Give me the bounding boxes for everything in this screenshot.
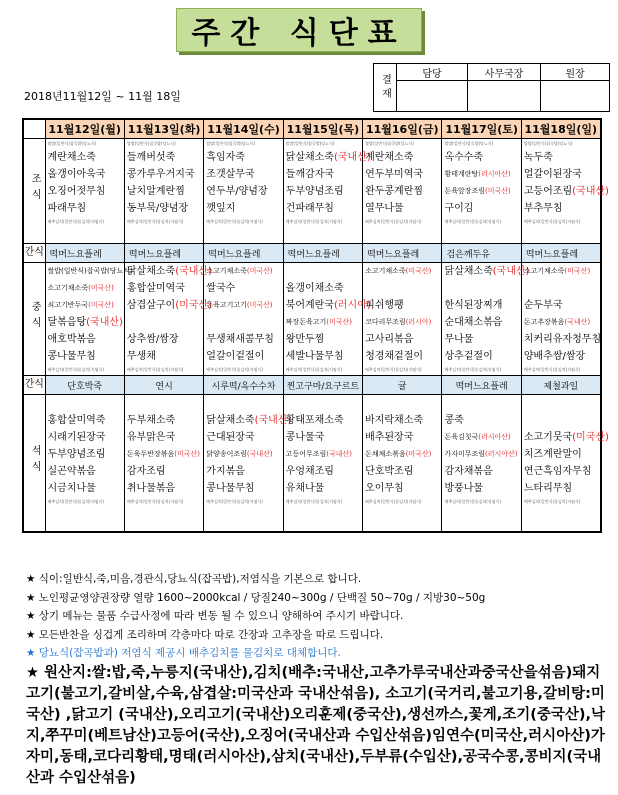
snack-cell: 검은깨두유 (442, 244, 521, 263)
menu-item: 콩죽 (444, 415, 464, 426)
menu-item (524, 280, 600, 297)
menu-item: 파래무침 (47, 203, 87, 214)
menu-item: 북어계란국(러시아) (285, 300, 371, 311)
menu-item: 근대된장국 (206, 432, 255, 443)
menu-item: 돈육두반장볶음(미국산) (126, 450, 200, 458)
menu-note: 배추김치(일반식)물김치(저염식) (126, 367, 184, 372)
menu-note: 배추김치(일반식)물김치(저염식) (444, 367, 501, 372)
menu-item (444, 280, 520, 297)
menu-item: 상추쌈/쌈장 (126, 334, 179, 345)
menu-item: 닭양송이조림(국내산) (206, 450, 273, 458)
menu-item: 한식된장찌개 (444, 300, 503, 311)
approval-col-staff: 담당 (397, 64, 468, 81)
menu-item: 쌀국수 (206, 283, 236, 294)
menu-item (444, 395, 520, 412)
menu-item: 돈육앞장조림(미국산) (444, 187, 511, 195)
menu-note: 배추김치(일반식)물김치(저염식) (206, 499, 263, 504)
menu-note: 배추김치(일반식)물김치(저염식) (126, 499, 184, 504)
menu-item: 청경채겉절이 (365, 351, 424, 362)
menu-item: 고등어조림(국내산) (523, 186, 609, 197)
origin-tag: (미국산) (405, 267, 432, 275)
origin-tag: (국내산) (246, 450, 273, 458)
menu-note: 배추김치(일반식)물김치(저염식) (47, 499, 104, 504)
menu-item (365, 395, 441, 412)
menu-item: 올갱이채소죽 (285, 283, 344, 294)
breakfast-label: 조식 (23, 139, 45, 244)
origin-tag: (미국산) (485, 187, 511, 195)
menu-item: 유부맑은국 (126, 432, 176, 443)
origin-tag: (러시아산) (478, 433, 511, 441)
menu-item: 취나물볶음 (126, 483, 176, 494)
snack-cell: 떡머느요플레 (45, 244, 124, 263)
day-header[interactable]: 11월15일(목) (283, 119, 362, 139)
snack-cell: 귤 (363, 376, 442, 395)
note-line: ★ 노인평균영양권장량 열량 1600~2000kcal / 당질240~300g / 단백질 50~70g / 지방30~50g (26, 591, 486, 604)
snack-am-label: 간식 (23, 244, 45, 263)
origin-tag: (국내산) (572, 186, 609, 197)
menu-item: 시금치나물 (47, 483, 96, 494)
menu-item: 돈고추장볶음(국내산) (523, 318, 591, 326)
menu-note: 쌀밥(일반식)잡곡밥(당뇨식) (126, 141, 176, 146)
menu-item: 두부양념조림 (47, 449, 106, 460)
menu-item: 건파래무침 (285, 203, 334, 214)
date-range: 2018년11월12일 ~ 11월 18일 (24, 90, 181, 103)
menu-item: 무생채새콤무침 (206, 334, 274, 345)
menu-item: 녹두죽 (523, 152, 553, 163)
origin-tag: (미국산) (246, 301, 273, 309)
menu-note: 배추김치(일반식)물김치(저염식) (365, 499, 422, 504)
menu-item: 소고기채소죽(미국산) (365, 267, 432, 275)
origin-tag: (국내산) (175, 266, 212, 277)
origin-tag: (미국산) (564, 267, 591, 275)
menu-item: 황태계란탕(러시아산) (444, 170, 511, 178)
menu-cell (124, 395, 203, 533)
menu-item: 깻잎지 (206, 203, 236, 214)
approval-side-label: 결재 (374, 64, 397, 112)
menu-item: 무생채 (126, 351, 156, 362)
menu-item: 가자미무조림(러시아산) (444, 450, 518, 458)
menu-item: 무나물 (444, 334, 474, 345)
origin-tag: (국내산) (326, 450, 352, 458)
day-header[interactable]: 11월14일(수) (204, 119, 283, 139)
origin-tag: (러시아산) (485, 450, 518, 458)
menu-item: 닭살채소죽(국내산) (126, 266, 212, 277)
menu-item: 돈채채소볶음(미국산) (365, 450, 432, 458)
day-header-row (23, 119, 601, 139)
note-line: ★ 상기 메뉴는 물품 수급사정에 따라 변동 될 수 있으니 양해하여 주시기 바랍니다. (26, 610, 404, 622)
menu-item: 소고기뭇국(미국산) (523, 432, 609, 443)
origin-tag: (미국산) (88, 284, 114, 292)
menu-item: 계란채소죽 (365, 152, 414, 163)
origin-tag: (미국산) (405, 450, 432, 458)
snack-cell: 떡머느요플레 (124, 244, 203, 263)
menu-item (127, 314, 203, 331)
menu-item: 돈육고기고기(미국산) (206, 301, 273, 309)
menu-item: 세발나물무침 (285, 351, 344, 362)
menu-item: 가지볶음 (206, 466, 245, 477)
menu-item: 완두콩계란찜 (365, 186, 424, 197)
dinner-row (23, 395, 601, 533)
menu-item: 단호박조림 (365, 466, 414, 477)
menu-item: 닭살채소죽(국내산) (285, 152, 371, 163)
menu-cell (283, 139, 371, 244)
approval-sign-director[interactable] (541, 81, 610, 112)
menu-item: 오징어젓무침 (47, 186, 106, 197)
menu-item: 소고기채소죽(미국산) (206, 267, 273, 275)
menu-item: 닭살채소죽(국내산) (444, 266, 530, 277)
menu-item: 유채나물 (285, 483, 325, 494)
menu-item: 홍합살미역국 (126, 283, 185, 294)
menu-note: 배추김치(일반식)물김치(저염식) (523, 367, 581, 372)
menu-item: 감자조림 (126, 466, 166, 477)
snack-cell: 떡머느요플레 (521, 244, 600, 263)
note-line: ★ 당뇨식(잡곡밥과) 저염식 제공시 배추김치를 물김치로 대체합니다. (26, 647, 341, 659)
menu-cell (204, 139, 283, 244)
origin-tag: (국내산) (254, 415, 292, 426)
menu-note: 배추김치(일반식)물김치(저염식) (365, 367, 422, 372)
menu-item: 두부채소죽 (126, 415, 176, 426)
menu-item: 열무나물 (365, 203, 404, 214)
menu-item: 닭살채소죽(국내산) (206, 415, 292, 426)
menu-item: 치즈계란말이 (523, 449, 582, 460)
menu-item (524, 412, 600, 429)
origin-tag: (국내산) (564, 318, 591, 326)
approval-sign-staff[interactable] (397, 81, 468, 112)
menu-cell (45, 395, 124, 533)
menu-item: 황태포채소죽 (285, 415, 344, 426)
menu-note: 배추김치(일반식)물김치(저염식) (285, 499, 343, 504)
origin-tag: (미국산) (246, 267, 273, 275)
menu-note: 배추김치(일반식)물김치(저염식) (444, 499, 501, 504)
menu-item: 흑임자죽 (206, 152, 245, 163)
menu-note: 쌀밥(일반식)잡곡밥(당뇨식) (206, 141, 256, 146)
menu-cell (204, 395, 292, 533)
menu-item: 연두부/양념장 (206, 186, 268, 197)
menu-item: 옥수수죽 (444, 152, 484, 163)
origin-note: ★ 원산지:쌀:밥,죽,누릉지(국내산),김치(배추:국내산,고추가루국내산과중국산을섞음)돼지고기(불고기,갈비살,수육,삼겹살:미국산과 국내산섞음), 소고기(국거리,불고기용,갈비탕:미국산) ,닭고기 (국내산),오리고기(국내산)오리훈제(중국산),생선까스,꽃게,조기(중국산),낙지,쭈꾸미(베트남산)고등어(국산),오징어(국내산과 수입산섞음)임연수(미국산,러시아산)가자미,동태,코다리황태,명태(러시아산),삼치(국내산),두부류(수입산),공국수콩,콩비지(국내산과 수입산섞음) (26, 664, 606, 786)
menu-item: 소고기채소죽(미국산) (47, 284, 114, 292)
menu-item: 콩가루우거지국 (126, 169, 195, 180)
menu-item (286, 395, 362, 412)
menu-note: 쌀밥(일반식)잡곡밥(당뇨식) (444, 141, 494, 146)
menu-cell (521, 395, 609, 533)
menu-cell (521, 263, 600, 376)
menu-item: 느타리무침 (523, 483, 573, 494)
menu-note: 쌀밥(일반식)잡곡밥(당뇨식) (285, 141, 335, 146)
notes-section (26, 570, 606, 789)
snack-cell: 떡머느요플레 (204, 244, 283, 263)
menu-item: 소고기채소죽(미국산) (523, 267, 591, 275)
menu-item (127, 395, 203, 412)
menu-item: 피쉬행팽 (365, 300, 404, 311)
day-header[interactable]: 11월12일(월) (45, 119, 124, 139)
menu-item: 감자채볶음 (444, 466, 493, 477)
menu-item: 연두부미역국 (365, 169, 424, 180)
origin-tag: (국내산) (492, 266, 530, 277)
menu-note: 배추김치(일반식)물김치(저염식) (285, 219, 343, 224)
menu-note: 배추김치(일반식)물김치(저염식) (47, 367, 104, 372)
menu-cell (283, 263, 371, 376)
menu-item: 쌀밥(일반식)잡곡밥(당뇨식) (47, 267, 133, 275)
menu-item: 바지락채소죽 (365, 415, 424, 426)
day-header[interactable]: 11월18일(일) (521, 119, 600, 139)
menu-item (206, 395, 282, 412)
menu-note: 배추김치(일반식)물김치(저염식) (126, 219, 184, 224)
menu-note: 배추김치(일반식)물김치(저염식) (206, 219, 263, 224)
lunch-label: 중식 (23, 263, 45, 376)
origin-tag: (미국산) (175, 300, 212, 311)
menu-item: 올갱이아욱국 (47, 169, 106, 180)
approval-sign-secretary[interactable] (468, 81, 541, 112)
menu-note: 쌀밥(일반식)잡곡밥(당뇨식) (365, 141, 414, 146)
menu-note: 배추김치(일반식)물김치(저염식) (444, 219, 501, 224)
menu-cell (45, 139, 124, 244)
snack-cell: 떡머느요플레 (363, 244, 442, 263)
snack-pm-row (23, 376, 601, 395)
menu-item: 두부양념조림 (285, 186, 344, 197)
snack-cell: 찐고구마/요구르트 (283, 376, 362, 395)
day-header[interactable]: 11월17일(토) (442, 119, 521, 139)
page-title: 주간 식단표 (176, 8, 422, 52)
menu-item (48, 395, 124, 412)
menu-item: 동부묵/양념장 (126, 203, 189, 214)
snack-cell: 연시 (124, 376, 203, 395)
menu-item: 계란채소죽 (47, 152, 96, 163)
menu-item: 콩나물무침 (206, 483, 255, 494)
menu-item: 양배추쌈/쌈장 (523, 351, 586, 362)
dinner-label: 석식 (23, 395, 45, 533)
menu-item: 들깨감자국 (285, 169, 334, 180)
menu-item: 순두부국 (523, 300, 563, 311)
origin-tag: (러시아) (333, 300, 371, 311)
origin-tag: (러시아산) (478, 170, 511, 178)
menu-item: 쇠고기반두국(미국산) (47, 301, 114, 309)
approval-col-secretary: 사무국장 (468, 64, 541, 81)
menu-item: 고사리볶음 (365, 334, 414, 345)
menu-cell (442, 139, 521, 244)
snack-cell: 단호박죽 (45, 376, 124, 395)
origin-tag: (미국산) (88, 301, 114, 309)
menu-cell (124, 263, 212, 376)
menu-item: 얼갈이된장국 (523, 169, 582, 180)
menu-item: 연근흑임자무침 (523, 466, 592, 477)
approval-col-director: 원장 (541, 64, 610, 81)
weekly-menu-table (22, 118, 609, 533)
menu-item: 얼갈이겉절이 (206, 351, 265, 362)
menu-item (286, 263, 362, 280)
menu-item: 방풍나물 (444, 483, 484, 494)
menu-note: 배추김치(일반식)물김치(저염식) (206, 367, 263, 372)
menu-item: 콩나물국 (285, 432, 325, 443)
menu-item: 코다리무조림(러시아) (365, 318, 432, 326)
menu-note: 배추김치(일반식)물김치(저염식) (523, 499, 581, 504)
menu-cell (283, 395, 362, 533)
note-line: ★ 식이:일반식,죽,미음,경관식,당뇨식(잡곡밥),저염식을 기본으로 합니다. (26, 573, 362, 585)
approval-box (373, 63, 610, 112)
origin-tag: (미국산) (174, 450, 200, 458)
origin-tag: (미국산) (326, 318, 352, 326)
snack-cell: 제철과일 (521, 376, 600, 395)
menu-note: 배추김치(일반식)물김치(저염식) (47, 219, 104, 224)
origin-tag: (국내산) (86, 317, 123, 328)
menu-item: 오이무침 (365, 483, 404, 494)
menu-item: 치커리유자청무침 (523, 334, 602, 345)
snack-am-row (23, 244, 601, 263)
menu-item: 애호박볶음 (47, 334, 96, 345)
menu-item: 시래기된장국 (47, 432, 106, 443)
menu-item: 실곤약볶음 (47, 466, 96, 477)
snack-cell: 시루떡/옥수수차 (204, 376, 283, 395)
menu-cell (204, 263, 283, 376)
menu-item: 콩나물무침 (47, 351, 96, 362)
day-header[interactable]: 11월16일(금) (363, 119, 442, 139)
menu-cell (363, 139, 442, 244)
menu-item: 부추무침 (523, 203, 563, 214)
snack-cell: 떡머느요플레 (283, 244, 362, 263)
menu-item: 달볶음탕(국내산) (47, 317, 123, 328)
menu-item (365, 280, 441, 297)
snack-cell: 떡머느요플레 (442, 376, 521, 395)
menu-item: 배추된장국 (365, 432, 414, 443)
breakfast-row (23, 139, 601, 244)
menu-cell (363, 395, 442, 533)
menu-cell (442, 263, 530, 376)
menu-item: 순대채소볶음 (444, 317, 503, 328)
origin-tag: (국내산) (333, 152, 371, 163)
note-line: ★ 모든반찬을 싱겁게 조리하며 각층마다 따로 간장과 고추장을 따로 드립니다. (26, 628, 384, 641)
menu-cell (124, 139, 203, 244)
menu-item: 고등어무조림(국내산) (285, 450, 352, 458)
menu-item: 돈육김칫국(러시아산) (444, 433, 511, 441)
menu-item: 왕만두찜 (285, 334, 325, 345)
menu-item: 상추겉절이 (444, 351, 493, 362)
menu-item: 들깨버섯죽 (126, 152, 176, 163)
origin-tag: (미국산) (572, 432, 609, 443)
menu-item: 조갯살무국 (206, 169, 255, 180)
menu-cell (363, 263, 442, 376)
lunch-row (23, 263, 601, 376)
snack-pm-label: 간식 (23, 376, 45, 395)
menu-note: 배추김치(일반식)물김치(저염식) (523, 219, 581, 224)
menu-note: 쌀밥(일반식)잡곡밥(당뇨식) (523, 141, 573, 146)
menu-cell (45, 263, 133, 376)
menu-note: 배추김치(일반식)물김치(저염식) (285, 367, 343, 372)
menu-item: 구이김 (444, 203, 474, 214)
day-header[interactable]: 11월13일(화) (124, 119, 203, 139)
menu-item: 우엉채조림 (285, 466, 334, 477)
origin-tag: (러시아) (405, 318, 432, 326)
menu-note: 쌀밥(일반식)잡곡밥(당뇨식) (47, 141, 97, 146)
menu-note: 배추김치(일반식)물김치(저염식) (365, 219, 422, 224)
menu-item: 홍합살미역죽 (47, 415, 106, 426)
menu-item: 짜장돈육고기(미국산) (285, 318, 352, 326)
menu-item (206, 314, 282, 331)
menu-item: 삼겹살구이(미국산) (126, 300, 212, 311)
corner-cell (23, 119, 45, 139)
menu-item: 날치알계란찜 (126, 186, 185, 197)
menu-item (524, 395, 600, 412)
menu-cell (442, 395, 521, 533)
menu-cell (521, 139, 609, 244)
